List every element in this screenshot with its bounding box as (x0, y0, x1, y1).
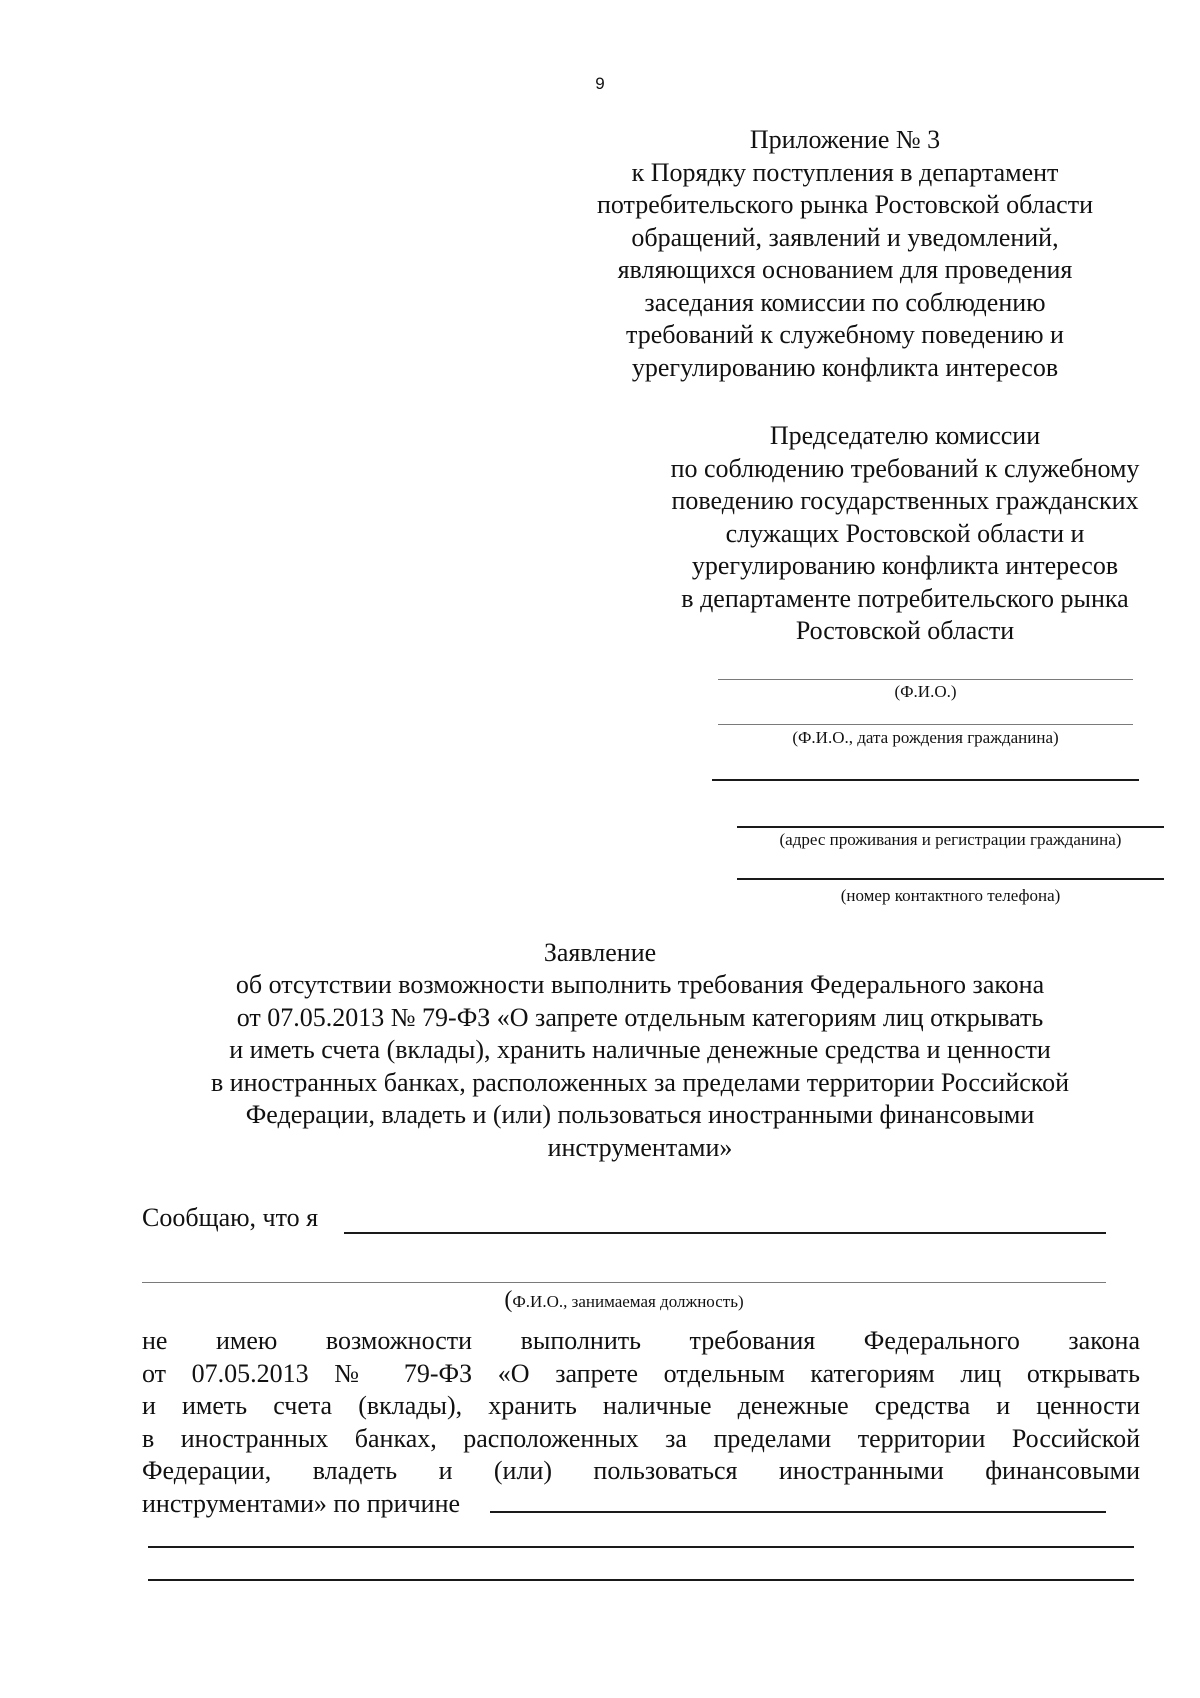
fio-position-caption (142, 1287, 1106, 1313)
caption-open-paren: ( (504, 1287, 513, 1313)
fio-birth-caption: (Ф.И.О., дата рождения гражданина) (792, 728, 1059, 747)
appendix-line: требований к служебному поведению и (626, 320, 1064, 349)
reporter-name-line[interactable] (344, 1232, 1106, 1234)
statement-subtitle-line: об отсутствии возможности выполнить требования Федерального закона (235, 970, 1045, 999)
appendix-line: урегулированию конфликта интересов (631, 352, 1059, 382)
addressee-line: поведению государственных гражданских (671, 486, 1139, 515)
appendix-header (545, 124, 1145, 384)
reason-line-3[interactable] (148, 1579, 1134, 1581)
statement-subtitle-line: от 07.05.2013 № 79-ФЗ «О запрете отдельным категориям лиц открывать (236, 1002, 1044, 1032)
reporter-position-line[interactable] (142, 1282, 1106, 1283)
body-line: Федерации, владеть и (или) пользоваться иностранными финансовыми (142, 1456, 1140, 1485)
page-number: 9 (595, 74, 605, 93)
address-caption: (адрес проживания и регистрации гражданина) (779, 830, 1122, 849)
body-paragraph (142, 1325, 1140, 1520)
reason-line-1[interactable] (490, 1511, 1106, 1513)
appendix-line: являющихся основанием для проведения (617, 255, 1073, 284)
appendix-line: потребительского рынка Ростовской области (596, 190, 1094, 219)
addressee-line: по соблюдению требований к служебному (670, 453, 1140, 483)
address-line[interactable] (737, 826, 1164, 828)
statement-subtitle-line: Федерации, владеть и (или) пользоваться иностранными финансовыми (245, 1100, 1035, 1129)
phone-line[interactable] (737, 878, 1164, 880)
body-line: от 07.05.2013 № 79-ФЗ «О запрете отдельным категориям лиц открывать (142, 1358, 1140, 1388)
addressee-line: Ростовской области (795, 616, 1015, 645)
appendix-line: Приложение № 3 (749, 125, 941, 154)
statement-subtitle-line: и иметь счета (вклады), хранить наличные денежные средства и ценности (229, 1035, 1051, 1064)
reason-prefix: инструментами» по причине (142, 1488, 461, 1518)
body-line: не имею возможности выполнить требования Федерального закона (142, 1326, 1140, 1355)
caption-text: Ф.И.О., занимаемая должность) (512, 1292, 744, 1311)
phone-caption: (номер контактного телефона) (840, 886, 1061, 905)
fio-line[interactable] (718, 679, 1133, 680)
statement-subtitle-line: в иностранных банках, расположенных за пределами территории Российской (210, 1067, 1070, 1097)
statement-subtitle (130, 969, 1150, 1164)
addressee-line: служащих Ростовской области и (725, 518, 1085, 548)
applicant-extra-line[interactable] (712, 779, 1139, 781)
statement-subtitle-line: инструментами» (547, 1132, 733, 1162)
statement-title: Заявление (543, 938, 657, 967)
report-prefix: Сообщаю, что я (142, 1203, 319, 1232)
addressee-block (620, 420, 1190, 648)
appendix-line: к Порядку поступления в департамент (631, 157, 1059, 187)
fio-birth-line[interactable] (718, 724, 1133, 725)
addressee-line: Председателю комиссии (769, 421, 1041, 450)
body-line: в иностранных банках, расположенных за пределами территории Российской (142, 1423, 1140, 1453)
fio-caption: (Ф.И.О.) (894, 682, 957, 701)
appendix-line: заседания комиссии по соблюдению (644, 287, 1046, 317)
addressee-line: урегулированию конфликта интересов (691, 551, 1119, 580)
appendix-line: обращений, заявлений и уведомлений, (631, 222, 1059, 252)
addressee-line: в департаменте потребительского рынка (681, 583, 1129, 613)
reason-line-2[interactable] (148, 1546, 1134, 1548)
body-line: и иметь счета (вклады), хранить наличные денежные средства и ценности (142, 1391, 1140, 1420)
